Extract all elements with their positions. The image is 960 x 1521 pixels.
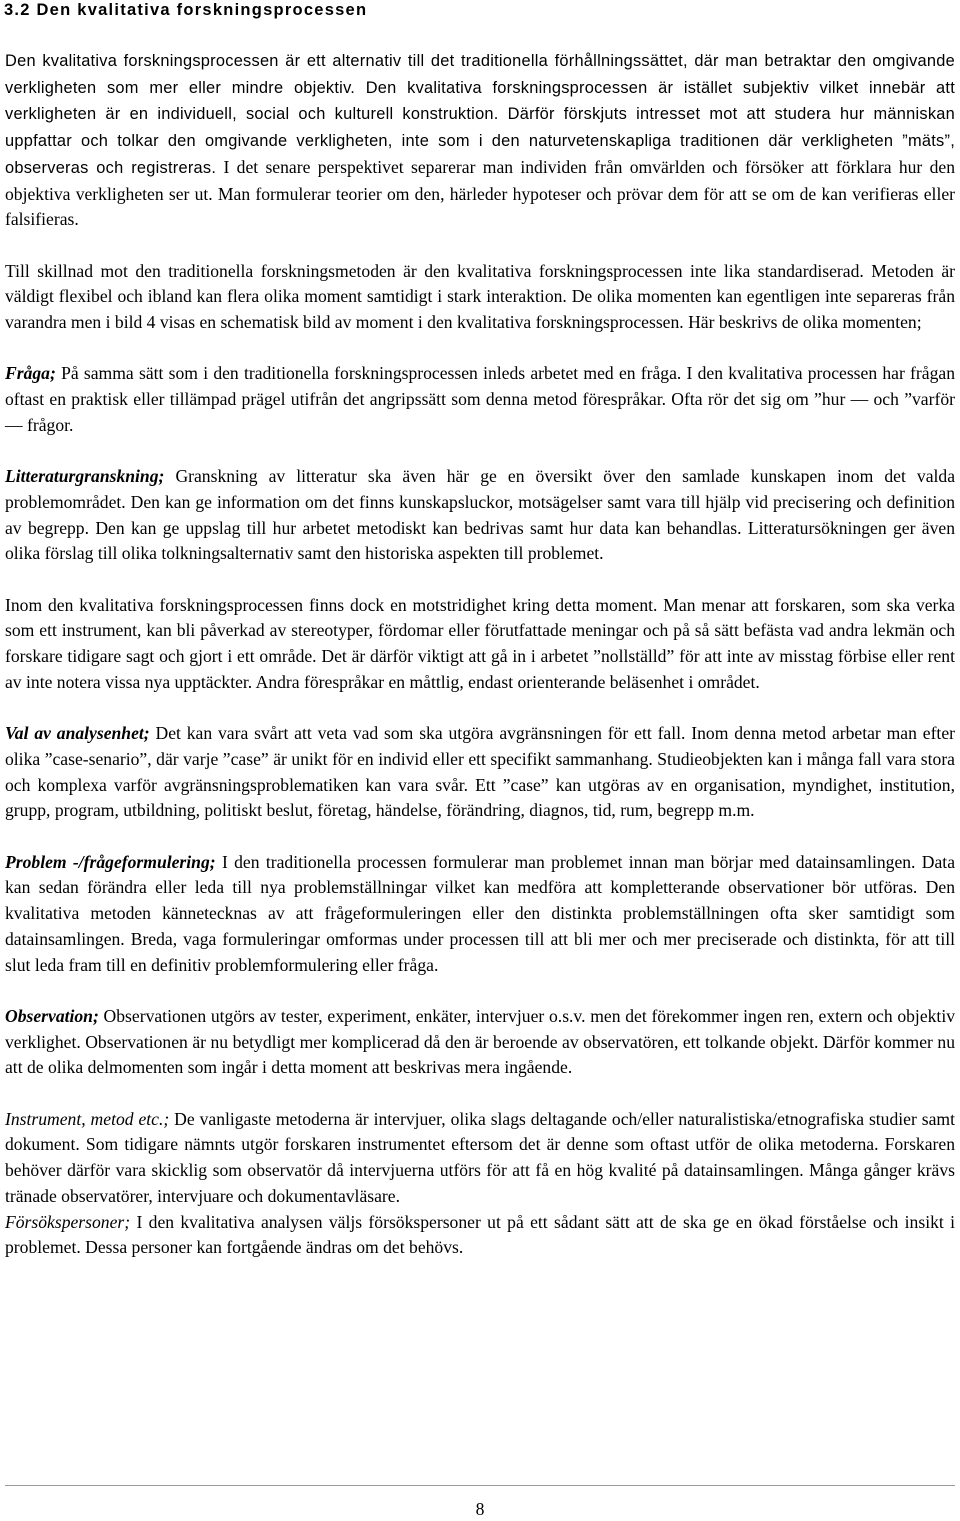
moment-paragraph-participants [5,1210,955,1261]
moment-paragraph-question [5,361,955,438]
footer-divider [5,1485,955,1486]
moment-paragraph-instrument [5,1107,955,1210]
overview-paragraph: Till skillnad mot den traditionella forskningsmetoden är den kvalitativa forskningsprocessen inte lika standardiserad. Metoden är väldigt flexibel och ibland kan flera olika moment samtidigt i stark interaktion. De olika momenten kan egentligen inte separeras från varandra men i bild 4 visas en schematisk bild av moment i den kvalitativa forskningsprocessen. Här beskrivs de olika momenten; [5,260,955,333]
section-heading: 3.2 Den kvalitativa forskningsprocessen [4,1,368,19]
moment-text: På samma sätt som i den traditionella forskningsprocessen inleds arbetet med en fråga. I den kvalitativa processen har frågan oftast en praktisk eller tillämpad prägel utifrån det angripssätt som denna metod förespråkar. Ofta rör det sig om ”hur — och ”varför — frågor. [5,363,955,435]
moment-paragraph-literature-debate [5,593,955,696]
moment-paragraph-problem-formulation [5,850,955,979]
term-label: Problem -/frågeformulering; [5,851,216,872]
moment-text: I den kvalitativa analysen väljs försökspersoner ut på ett sådant sätt att de ska ge en ökad förståelse och insikt i problemet. Dessa personer kan fortgående ändras om det behövs. [5,1211,955,1258]
term-label: Observation; [5,1005,99,1026]
term-label: Försökspersoner; [5,1211,131,1232]
moment-text: De vanligaste metoderna är intervjuer, olika slags deltagande och/eller naturalistiska/etnografiska studier samt dokument. Som tidigare nämnts utgör forskaren instrumentet eftersom det är denne som oftast utför de olika metoderna. Forskaren behöver därför vara skicklig som observatör då intervjuerna utförs för att få en hög kvalité på datainsamlingen. Många gånger krävs tränade observatörer, intervjuare och dokumentavläsare. [5,1108,955,1206]
moment-paragraph-literature-review [5,464,955,567]
moment-paragraph-unit-of-analysis [5,721,955,824]
term-label: Fråga; [5,363,56,384]
intro-paragraph [5,48,955,233]
intro-sans-text: Den kvalitativa forskningsprocessen är ett alternativ till det traditionella förhållningssättet, där man betraktar den omgivande verkligheten som mer eller mindre objektiv. Den kvalitativa forskningsprocessen är istället subjektiv vilket innebär att verkligheten är en individuell, social och kulturell konstruktion. Därför förskjuts intresset mot att studera hur människan uppfattar och tolkar den omgivande verkligheten, inte som i den naturvetenskapliga traditionen där verkligheten ”mäts”, observeras och registreras. [5,52,955,177]
body-text [5,48,955,1261]
term-label: Litteraturgranskning; [5,466,165,487]
intro-serif-text: I det senare perspektivet separerar man individen från omvärlden och försöker att förklara hur den objektiva verkligheten ser ut. Man formulerar teorier om den, härleder hypoteser och prövar dem för att se om de kan verifieras eller falsifieras. [5,156,955,230]
page-number: 8 [475,1499,485,1519]
moment-text: I den traditionella processen formulerar man problemet innan man börjar med datainsamlingen. Data kan sedan förändra eller leda till nya problemställningar vilket kan medföra att kompletterande observationer bör utföras. Den kvalitativa metoden kännetecknas av att frågeformuleringen eller den distinkta problemställningen ofta sker samtidigt som datainsamlingen. Breda, vaga formuleringar omformas under processen till att bli mer och mer preciserade och distinkta, för att till slut leda fram till en definitiv problemformulering eller fråga. [5,851,956,975]
term-label: Val av analysenhet; [5,723,150,744]
moment-text: Observationen utgörs av tester, experiment, enkäter, intervjuer o.s.v. men det förekommer ingen ren, extern och objektiv verklighet. Observationen är nu betydligt mer komplicerad då den är beroende av observatören, ett tolkande objekt. Därför kommer nu att de olika delmomenten som ingår i detta moment att beskrivas mera ingående. [5,1005,955,1078]
moment-paragraph-observation [5,1004,955,1081]
moment-text: Granskning av litteratur ska även här ge en översikt över den samlade kunskapen inom det valda problemområdet. Den kan ge information om det finns kunskapsluckor, motsägelser samt vara till hjälp vid precisering och definition av begrepp. Den kan ge uppslag till hur arbetet metodiskt kan bedrivas samt hur data kan behandlas. Litteratursökningen ger även olika förslag till olika tolkningsalternativ samt den historiska aspekten till problemet. [5,466,955,564]
moment-text: Inom den kvalitativa forskningsprocessen finns dock en motstridighet kring detta moment. Man menar att forskaren, som ska verka som ett instrument, kan bli påverkad av stereotyper, fördomar eller förutfattade meningar och på så sätt befästa vad andra lekmän och forskare tidigare sagt och gjort i ett område. Det är därför viktigt att gå in i arbetet ”nollställd” för att inte av misstag förbise eller rent av inte notera vissa nya upptäckter. Andra förespråkar en måttlig, endast orienterande beläsenhet i området. [5,594,955,692]
moment-text: Det kan vara svårt att veta vad som ska utgöra avgränsningen för ett fall. Inom denna metod arbetar man efter olika ”case-senario”, där varje ”case” är unikt för en individ eller ett specifikt sammanhang. Studieobjekten kan i många fall vara stora och komplexa varför avgränsningsproblematiken kan vara svår. Ett ”case” kan utgöras av en organisation, myndighet, institution, grupp, program, utbildning, politiskt beslut, företag, händelse, förändring, diagnos, tid, rum, begrepp m.m. [5,723,955,821]
term-label: Instrument, metod etc.; [5,1108,170,1129]
